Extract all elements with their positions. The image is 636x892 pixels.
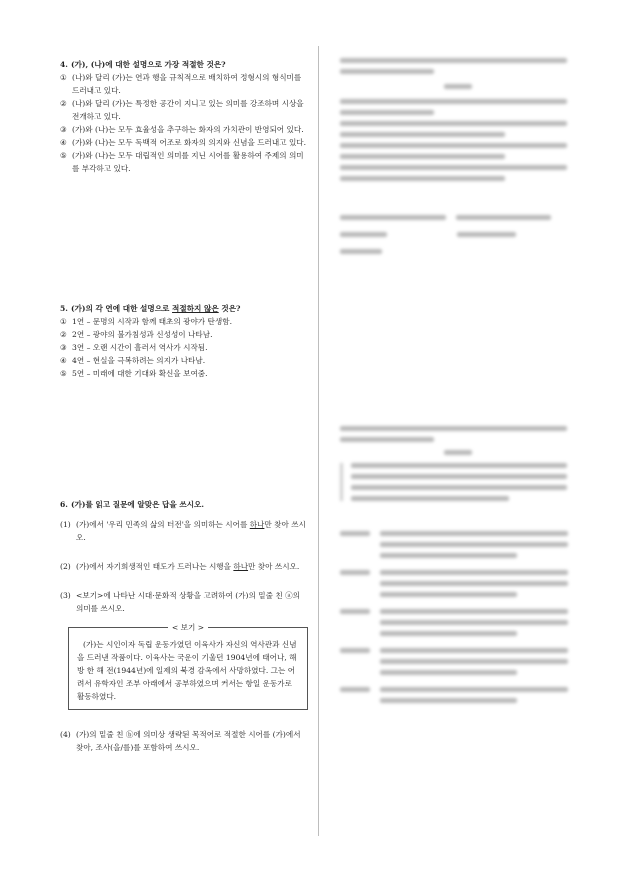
option-mark: ② bbox=[60, 99, 67, 108]
question-6 bbox=[60, 498, 308, 754]
sub-question-text: 만 찾아 쓰시오. bbox=[248, 562, 300, 571]
sub-question-2 bbox=[60, 560, 308, 573]
question-number: 6. bbox=[60, 500, 68, 509]
answer-option[interactable] bbox=[60, 149, 308, 175]
sub-question-mark: (3) bbox=[60, 591, 71, 600]
question-text: (가)의 각 연에 대한 설명으로 bbox=[70, 304, 173, 313]
option-text: 1연 – 문명의 시작과 함께 태초의 광야가 탄생함. bbox=[72, 317, 232, 326]
option-text: (나)와 달리 (가)는 연과 행을 규칙적으로 배치하여 정형시의 형식미를 드러내고 있다. bbox=[72, 73, 302, 95]
blurred-line bbox=[340, 154, 505, 159]
sub-question-3 bbox=[60, 589, 308, 615]
question-5 bbox=[60, 302, 308, 380]
option-mark: ⑤ bbox=[60, 369, 67, 378]
example-box bbox=[68, 623, 308, 710]
option-mark: ③ bbox=[60, 125, 67, 134]
right-column-blurred bbox=[340, 52, 576, 709]
sub-question-text: (가)의 밑줄 친 ⓑ에 의미상 생략된 목적어로 적절한 시어를 (가)에서 찾아, 조사(을/를)를 포함하여 쓰시오. bbox=[76, 730, 301, 752]
option-text: 2연 – 광야의 불가침성과 신성성이 나타남. bbox=[72, 330, 213, 339]
column-divider bbox=[318, 46, 319, 836]
blurred-line bbox=[340, 165, 567, 170]
sub-question-text: 만 찾아 쓰시오. bbox=[76, 520, 306, 542]
option-mark: ① bbox=[60, 73, 67, 82]
blurred-row bbox=[340, 681, 576, 709]
option-mark: ④ bbox=[60, 356, 67, 365]
sub-question-mark: (4) bbox=[60, 730, 71, 739]
blurred-row bbox=[340, 642, 576, 681]
option-text: (가)와 (나)는 모두 효율성을 추구하는 화자의 가치관이 반영되어 있다. bbox=[72, 125, 304, 134]
option-text: (나)와 달리 (가)는 특정한 공간이 지니고 있는 의미를 강조하며 시상을 전개하고 있다. bbox=[72, 99, 304, 121]
option-text: (가)와 (나)는 모두 대립적인 의미를 지닌 시어를 활용하여 주제의 의미를 부각하고 있다. bbox=[72, 151, 304, 173]
question-text: (가)를 읽고 질문에 알맞은 답을 쓰시오. bbox=[70, 500, 205, 509]
answer-option[interactable] bbox=[60, 315, 308, 328]
blurred-line bbox=[340, 143, 567, 148]
option-mark: ⑤ bbox=[60, 151, 67, 160]
blurred-line bbox=[340, 249, 382, 254]
blurred-row bbox=[340, 525, 576, 564]
blurred-line bbox=[340, 58, 567, 63]
option-mark: ③ bbox=[60, 343, 67, 352]
blurred-row bbox=[340, 564, 576, 603]
blurred-line bbox=[444, 84, 472, 89]
blurred-line bbox=[340, 132, 505, 137]
answer-option[interactable] bbox=[60, 136, 308, 149]
answer-option[interactable] bbox=[60, 328, 308, 341]
sub-question-text-underlined: 하나 bbox=[233, 562, 249, 571]
blurred-line bbox=[340, 110, 434, 115]
answer-option[interactable] bbox=[60, 71, 308, 97]
example-box-label: < 보기 > bbox=[168, 623, 208, 632]
option-text: 5연 – 미래에 대한 기대와 확신을 보여줌. bbox=[72, 369, 208, 378]
blurred-row bbox=[340, 209, 576, 226]
answer-option[interactable] bbox=[60, 354, 308, 367]
option-mark: ② bbox=[60, 330, 67, 339]
sub-question-text-underlined: 하나 bbox=[249, 520, 265, 529]
question-4 bbox=[60, 58, 308, 175]
answer-option[interactable] bbox=[60, 367, 308, 380]
example-box-title bbox=[69, 621, 307, 634]
question-number: 5. bbox=[60, 304, 68, 313]
sub-question-text: <보기>에 나타난 시대·문화적 상황을 고려하여 (가)의 밑줄 친 ⓐ의 의미를 쓰시오. bbox=[76, 591, 301, 613]
sub-question-mark: (2) bbox=[60, 562, 71, 571]
sub-question-4 bbox=[60, 728, 308, 754]
sub-question-text: (가)에서 '우리 민족의 삶의 터전'을 의미하는 시어를 bbox=[76, 520, 250, 529]
blurred-line bbox=[340, 69, 434, 74]
option-mark: ④ bbox=[60, 138, 67, 147]
blurred-line bbox=[444, 450, 472, 455]
answer-option[interactable] bbox=[60, 97, 308, 123]
answer-option[interactable] bbox=[60, 341, 308, 354]
option-text: 4연 – 현실을 극복하려는 의지가 나타남. bbox=[72, 356, 206, 365]
question-5-title bbox=[60, 302, 308, 315]
sub-question-text: (가)에서 자기희생적인 태도가 드러나는 시행을 bbox=[76, 562, 234, 571]
answer-option[interactable] bbox=[60, 123, 308, 136]
question-6-title bbox=[60, 498, 308, 511]
blurred-row bbox=[340, 226, 576, 243]
sub-question-mark: (1) bbox=[60, 520, 71, 529]
question-number: 4. bbox=[60, 60, 68, 69]
blurred-row bbox=[340, 603, 576, 642]
option-mark: ① bbox=[60, 317, 67, 326]
option-text: 3연 – 오랜 시간이 흘러서 역사가 시작됨. bbox=[72, 343, 208, 352]
question-text-underlined: 적절하지 않은 bbox=[172, 304, 219, 313]
question-text: (가), (나)에 대한 설명으로 가장 적절한 것은? bbox=[70, 60, 226, 69]
example-box-text: (가)는 시인이자 독립 운동가였던 이육사가 자신의 역사관과 신념을 드러낸 작품이다. 이육사는 국운이 기울던 1904년에 태어나, 해방 한 해 전(1944년)에 일제의 북경 감옥에서 사망하였다. 그는 어려서 유학자인 조부 아래에서 공부하였으며 커서는 항일 운동가로 활동하였다. bbox=[77, 640, 297, 701]
left-column bbox=[60, 58, 308, 754]
sub-question-1 bbox=[60, 518, 308, 544]
question-text: 것은? bbox=[218, 304, 241, 313]
blurred-line bbox=[340, 426, 567, 431]
blurred-line bbox=[340, 437, 434, 442]
question-4-title bbox=[60, 58, 308, 71]
blurred-line bbox=[340, 176, 505, 181]
blurred-box bbox=[340, 463, 576, 501]
blurred-line bbox=[340, 99, 567, 104]
option-text: (가)와 (나)는 모두 독백적 어조로 화자의 의지와 신념을 드러내고 있다. bbox=[72, 138, 307, 147]
blurred-line bbox=[340, 121, 567, 126]
